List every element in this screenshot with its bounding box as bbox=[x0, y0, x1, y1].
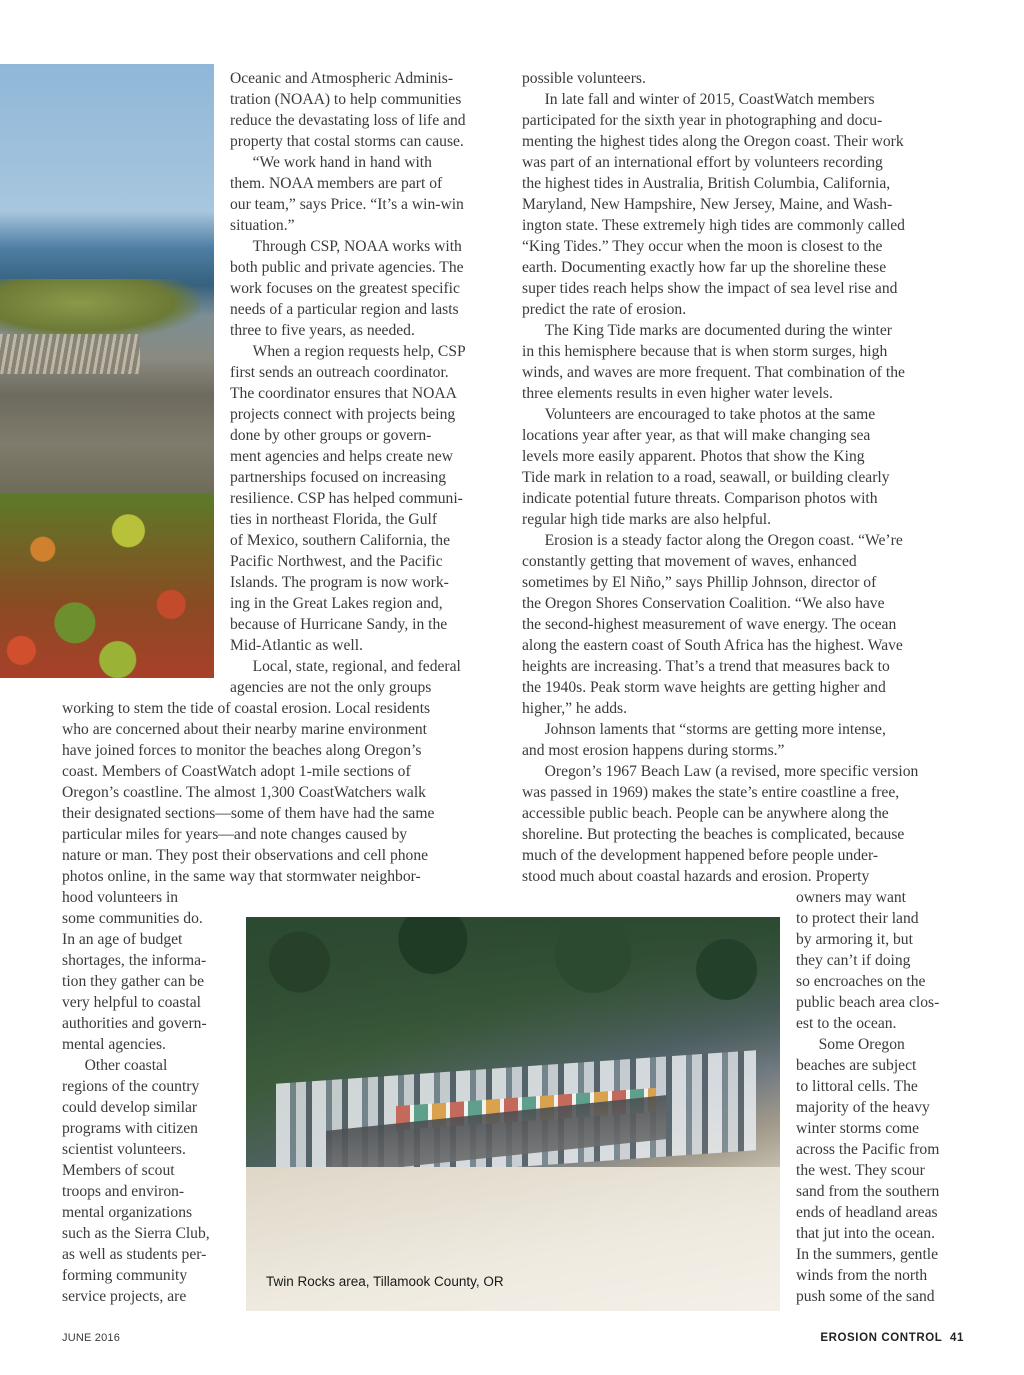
text-line: push some of the sand bbox=[796, 1288, 935, 1305]
text-line: reduce the devastating loss of life and bbox=[230, 112, 466, 129]
text-line: ing in the Great Lakes region and, bbox=[230, 595, 443, 612]
text-line: property that costal storms can cause. bbox=[230, 133, 464, 150]
text-line: ment agencies and helps create new bbox=[230, 448, 453, 465]
text-line: projects connect with projects being bbox=[230, 406, 456, 423]
text-line: of Mexico, southern California, the bbox=[230, 532, 450, 549]
text-line: scientist volunteers. bbox=[62, 1141, 186, 1158]
text-line: the highest tides in Australia, British Columbia, California, bbox=[522, 175, 891, 192]
text-line: them. NOAA members are part of bbox=[230, 175, 443, 192]
text-line: so encroaches on the bbox=[796, 973, 926, 990]
text-line: Oregon’s 1967 Beach Law (a revised, more specific version bbox=[544, 763, 919, 780]
text-line: tion they gather can be bbox=[62, 973, 205, 990]
text-line: such as the Sierra Club, bbox=[62, 1225, 210, 1242]
text-line: the west. They scour bbox=[796, 1162, 925, 1179]
text-line: to littoral cells. The bbox=[796, 1078, 918, 1095]
text-line: needs of a particular region and lasts bbox=[230, 301, 459, 318]
text-line: majority of the heavy bbox=[796, 1099, 930, 1116]
text-line: Oceanic and Atmospheric Adminis- bbox=[230, 70, 454, 87]
text-line: super tides reach helps show the impact of sea level rise and bbox=[522, 280, 898, 297]
text-line: situation.” bbox=[230, 217, 295, 234]
text-line: Through CSP, NOAA works with bbox=[252, 238, 462, 255]
text-line: they can’t if doing bbox=[796, 952, 911, 969]
text-line: three elements results in even higher water levels. bbox=[522, 385, 833, 402]
aerial-photo bbox=[246, 917, 780, 1311]
text-line: locations year after year, as that will make changing sea bbox=[522, 427, 871, 444]
text-line: that jut into the ocean. bbox=[796, 1225, 936, 1242]
text-line: The coordinator ensures that NOAA bbox=[230, 385, 457, 402]
text-line: service projects, are bbox=[62, 1288, 187, 1305]
text-line: heights are increasing. That’s a trend that measures back to bbox=[522, 658, 890, 675]
text-line: mental organizations bbox=[62, 1204, 193, 1221]
text-line: In the summers, gentle bbox=[796, 1246, 939, 1263]
text-line: The King Tide marks are documented during the winter bbox=[544, 322, 892, 339]
text-line: as well as students per- bbox=[62, 1246, 207, 1263]
text-line: Local, state, regional, and federal bbox=[252, 658, 461, 675]
text-line: winter storms come bbox=[796, 1120, 919, 1137]
text-line: to protect their land bbox=[796, 910, 919, 927]
text-line: sometimes by El Niño,” says Phillip Johnson, director of bbox=[522, 574, 877, 591]
photo-caption: Twin Rocks area, Tillamook County, OR bbox=[266, 1274, 504, 1289]
text-line: winds, and waves are more frequent. That combination of the bbox=[522, 364, 905, 381]
text-line: winds from the north bbox=[796, 1267, 928, 1284]
text-line: who are concerned about their nearby marine environment bbox=[62, 721, 427, 738]
text-line: shoreline. But protecting the beaches is complicated, because bbox=[522, 826, 905, 843]
text-line: done by other groups or govern- bbox=[230, 427, 432, 444]
text-line: accessible public beach. People can be anywhere along the bbox=[522, 805, 889, 822]
text-line: Johnson laments that “storms are getting more intense, bbox=[544, 721, 886, 738]
text-line: Pacific Northwest, and the Pacific bbox=[230, 553, 443, 570]
text-line: beaches are subject bbox=[796, 1057, 917, 1074]
text-line: Tide mark in relation to a road, seawall, or building clearly bbox=[522, 469, 890, 486]
text-line: and most erosion happens during storms.” bbox=[522, 742, 785, 759]
text-line: Erosion is a steady factor along the Oregon coast. “We’re bbox=[544, 532, 903, 549]
text-line: our team,” says Price. “It’s a win-win bbox=[230, 196, 464, 213]
text-line: menting the highest tides along the Oregon coast. Their work bbox=[522, 133, 904, 150]
text-line: forming community bbox=[62, 1267, 188, 1284]
text-line: by armoring it, but bbox=[796, 931, 913, 948]
text-line: Maryland, New Hampshire, New Jersey, Maine, and Wash- bbox=[522, 196, 893, 213]
text-line: mental agencies. bbox=[62, 1036, 166, 1053]
text-line: nature or man. They post their observations and cell phone bbox=[62, 847, 429, 864]
text-line: resilience. CSP has helped communi- bbox=[230, 490, 463, 507]
text-line: constantly getting that movement of waves, enhanced bbox=[522, 553, 857, 570]
footer-date: JUNE 2016 bbox=[62, 1332, 121, 1344]
text-line: work focuses on the greatest specific bbox=[230, 280, 460, 297]
text-line: troops and environ- bbox=[62, 1183, 185, 1200]
right-column-lower bbox=[796, 887, 974, 1307]
text-line: In late fall and winter of 2015, CoastWatch members bbox=[544, 91, 875, 108]
text-line: est to the ocean. bbox=[796, 1015, 897, 1032]
text-line: higher,” he adds. bbox=[522, 700, 628, 717]
text-line: the second-highest measurement of wave energy. The ocean bbox=[522, 616, 897, 633]
left-column-upper bbox=[230, 68, 520, 698]
coastline-photo bbox=[0, 64, 214, 678]
text-line: sand from the southern bbox=[796, 1183, 940, 1200]
text-line: ties in northeast Florida, the Gulf bbox=[230, 511, 438, 528]
text-line: authorities and govern- bbox=[62, 1015, 207, 1032]
text-line: coast. Members of CoastWatch adopt 1-mile sections of bbox=[62, 763, 411, 780]
text-line: Some Oregon bbox=[818, 1036, 905, 1053]
text-line: the 1940s. Peak storm wave heights are getting higher and bbox=[522, 679, 886, 696]
text-line: stood much about coastal hazards and erosion. Property bbox=[522, 868, 870, 885]
text-line: participated for the sixth year in photographing and docu- bbox=[522, 112, 883, 129]
text-line: first sends an outreach coordinator. bbox=[230, 364, 449, 381]
text-line: working to stem the tide of coastal erosion. Local residents bbox=[62, 700, 431, 717]
left-column-lower bbox=[62, 887, 244, 1307]
text-line: partnerships focused on increasing bbox=[230, 469, 447, 486]
footer-page-number: 41 bbox=[950, 1332, 964, 1344]
text-line: In an age of budget bbox=[62, 931, 183, 948]
text-line: some communities do. bbox=[62, 910, 203, 927]
text-line: could develop similar bbox=[62, 1099, 198, 1116]
text-line: because of Hurricane Sandy, in the bbox=[230, 616, 448, 633]
footer-magazine bbox=[820, 1332, 964, 1344]
text-line: ends of headland areas bbox=[796, 1204, 938, 1221]
text-line: regular high tide marks are also helpful. bbox=[522, 511, 771, 528]
text-line: owners may want bbox=[796, 889, 906, 906]
text-line: along the eastern coast of South Africa has the highest. Wave bbox=[522, 637, 903, 654]
text-line: photos online, in the same way that stormwater neighbor- bbox=[62, 868, 421, 885]
text-line: was passed in 1969) makes the state’s entire coastline a free, bbox=[522, 784, 900, 801]
text-line: “We work hand in hand with bbox=[252, 154, 432, 171]
text-line: regions of the country bbox=[62, 1078, 200, 1095]
text-line: three to five years, as needed. bbox=[230, 322, 415, 339]
text-line: Volunteers are encouraged to take photos at the same bbox=[544, 406, 876, 423]
text-line: their designated sections—some of them have had the same bbox=[62, 805, 435, 822]
text-line: “King Tides.” They occur when the moon is closest to the bbox=[522, 238, 883, 255]
text-line: hood volunteers in bbox=[62, 889, 179, 906]
text-line: possible volunteers. bbox=[522, 70, 646, 87]
text-line: predict the rate of erosion. bbox=[522, 301, 687, 318]
text-line: was part of an international effort by volunteers recording bbox=[522, 154, 883, 171]
text-line: tration (NOAA) to help communities bbox=[230, 91, 462, 108]
text-line: Mid-Atlantic as well. bbox=[230, 637, 363, 654]
text-line: Other coastal bbox=[84, 1057, 168, 1074]
text-line: in this hemisphere because that is when storm surges, high bbox=[522, 343, 888, 360]
text-line: shortages, the informa- bbox=[62, 952, 207, 969]
footer-magazine-name: EROSION CONTROL bbox=[820, 1332, 943, 1344]
right-column-upper bbox=[522, 68, 972, 887]
text-line: When a region requests help, CSP bbox=[252, 343, 466, 360]
left-column-middle bbox=[62, 698, 520, 887]
text-line: the Oregon Shores Conservation Coalition. “We also have bbox=[522, 595, 885, 612]
text-line: public beach area clos- bbox=[796, 994, 940, 1011]
text-line: programs with citizen bbox=[62, 1120, 198, 1137]
text-line: particular miles for years—and note changes caused by bbox=[62, 826, 408, 843]
text-line: very helpful to coastal bbox=[62, 994, 201, 1011]
text-line: Oregon’s coastline. The almost 1,300 CoastWatchers walk bbox=[62, 784, 426, 801]
text-line: ington state. These extremely high tides are commonly called bbox=[522, 217, 905, 234]
text-line: have joined forces to monitor the beaches along Oregon’s bbox=[62, 742, 422, 759]
text-line: across the Pacific from bbox=[796, 1141, 940, 1158]
text-line: levels more easily apparent. Photos that show the King bbox=[522, 448, 865, 465]
text-line: agencies are not the only groups bbox=[230, 679, 432, 696]
text-line: Islands. The program is now work- bbox=[230, 574, 449, 591]
text-line: both public and private agencies. The bbox=[230, 259, 464, 276]
text-line: much of the development happened before people under- bbox=[522, 847, 879, 864]
text-line: indicate potential future threats. Comparison photos with bbox=[522, 490, 878, 507]
text-line: earth. Documenting exactly how far up the shoreline these bbox=[522, 259, 887, 276]
text-line: Members of scout bbox=[62, 1162, 175, 1179]
